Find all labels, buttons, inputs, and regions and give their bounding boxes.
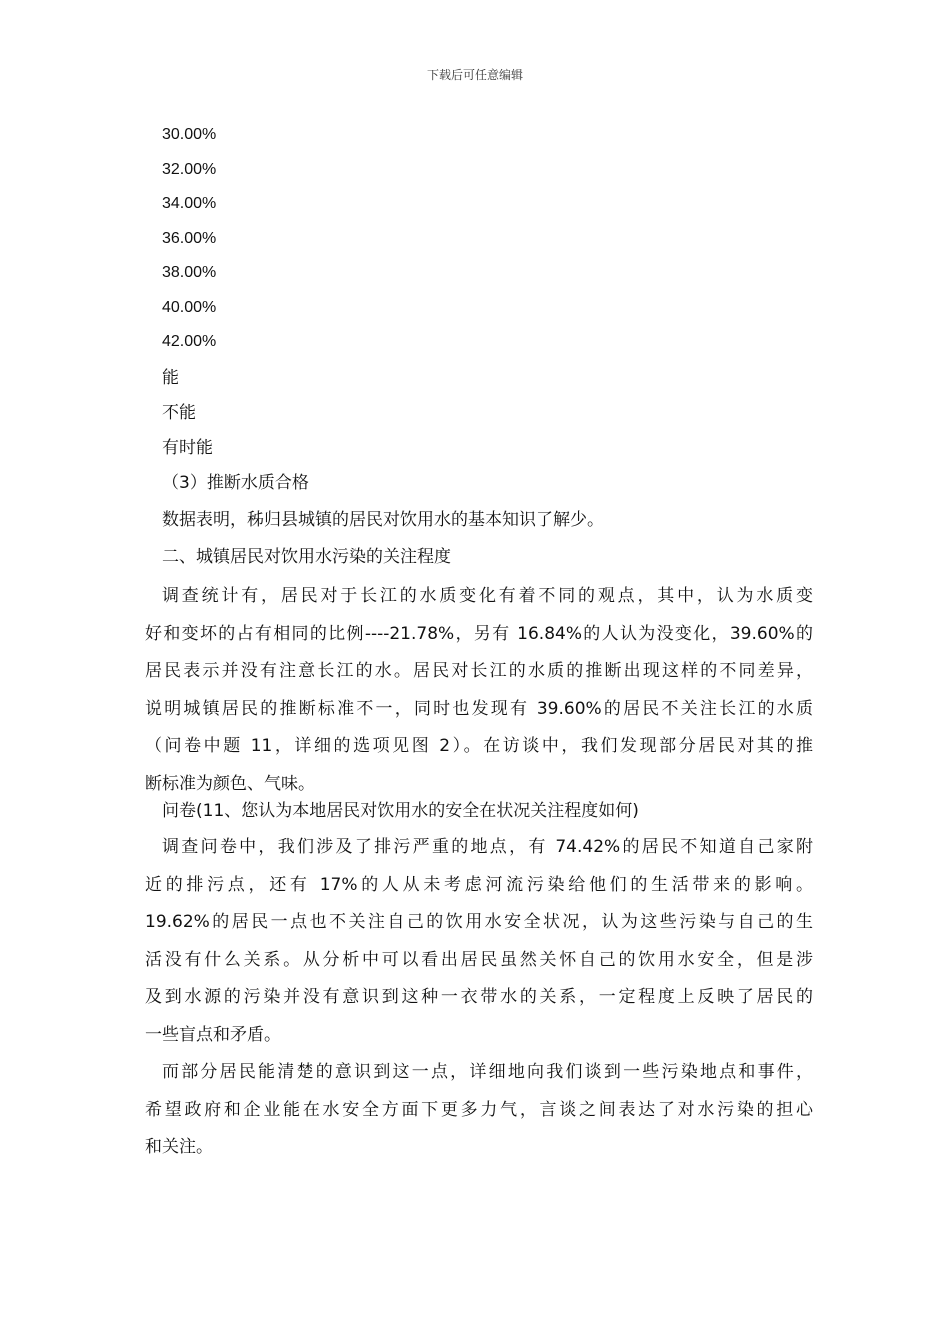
percentage-item: 32.00% xyxy=(162,160,217,178)
page-header: 下载后可任意编辑 xyxy=(426,68,523,82)
section2-heading: 二、城镇居民对饮用水污染的关注程度 xyxy=(162,547,451,567)
questionnaire-caption: 问卷(11、您认为本地居民对饮用水的安全在状况关注程度如何) xyxy=(162,801,639,821)
paragraph-line: 活没有什么关系。从分析中可以看出居民虽然关怀自己的饮用水安全，但是涉 xyxy=(145,949,813,970)
paragraph-line: 居民表示并没有注意长江的水。居民对长江的水质的推断出现这样的不同差异， xyxy=(145,661,813,681)
paragraph-line: 希望政府和企业能在水安全方面下更多力气，言谈之间表达了对水污染的担心 xyxy=(145,1099,813,1120)
paragraph-line: （问卷中题 11，详细的选项见图 2）。在访谈中，我们发现部分居民对其的推 xyxy=(145,736,813,756)
percentage-item: 40.00% xyxy=(162,298,217,316)
paragraph-line: 调查统计有，居民对于长江的水质变化有着不同的观点，其中，认为水质变 xyxy=(162,586,813,606)
paragraph-line: 一些盲点和矛盾。 xyxy=(145,1024,281,1045)
paragraph-line: 说明城镇居民的推断标准不一，同时也发现有 39.60%的居民不关注长江的水质 xyxy=(145,698,813,719)
percentage-item: 38.00% xyxy=(162,264,217,281)
data-conclusion: 数据表明，秭归县城镇的居民对饮用水的基本知识了解少。 xyxy=(162,510,604,530)
percentage-item: 34.00% xyxy=(162,195,217,212)
paragraph-line: 好和变坏的占有相同的比例----21.78%，另有 16.84%的人认为没变化，39.60%的 xyxy=(145,623,813,644)
option-item: 有时能 xyxy=(162,438,213,458)
option-list xyxy=(162,366,213,471)
paragraph-line: 及到水源的污染并没有意识到这种一衣带水的关系，一定程度上反映了居民的 xyxy=(145,987,813,1007)
percentage-item: 36.00% xyxy=(162,229,217,247)
section3-heading: （3）推断水质合格 xyxy=(162,473,309,493)
percentage-item: 30.00% xyxy=(162,126,217,143)
paragraph-line: 调查问卷中，我们涉及了排污严重的地点，有 74.42%的居民不知道自己家附 xyxy=(162,837,813,857)
paragraph-line: 19.62%的居民一点也不关注自己的饮用水安全状况，认为这些污染与自己的生 xyxy=(145,912,813,932)
option-item: 不能 xyxy=(162,403,196,423)
paragraph-pollution-awareness xyxy=(145,829,813,1054)
paragraph-resident-concern xyxy=(145,1054,813,1167)
paragraph-line: 断标准为颜色、气味。 xyxy=(145,773,315,794)
paragraph-line: 而部分居民能清楚的意识到这一点，详细地向我们谈到一些污染地点和事件， xyxy=(162,1062,813,1082)
paragraph-water-quality-views xyxy=(145,578,813,803)
paragraph-line: 和关注。 xyxy=(145,1137,213,1157)
paragraph-line: 近的排污点，还有 17%的人从未考虑河流污染给他们的生活带来的影响。 xyxy=(145,874,813,895)
percentage-list xyxy=(162,123,216,365)
option-item: 能 xyxy=(162,368,179,388)
percentage-item: 42.00% xyxy=(162,333,217,350)
